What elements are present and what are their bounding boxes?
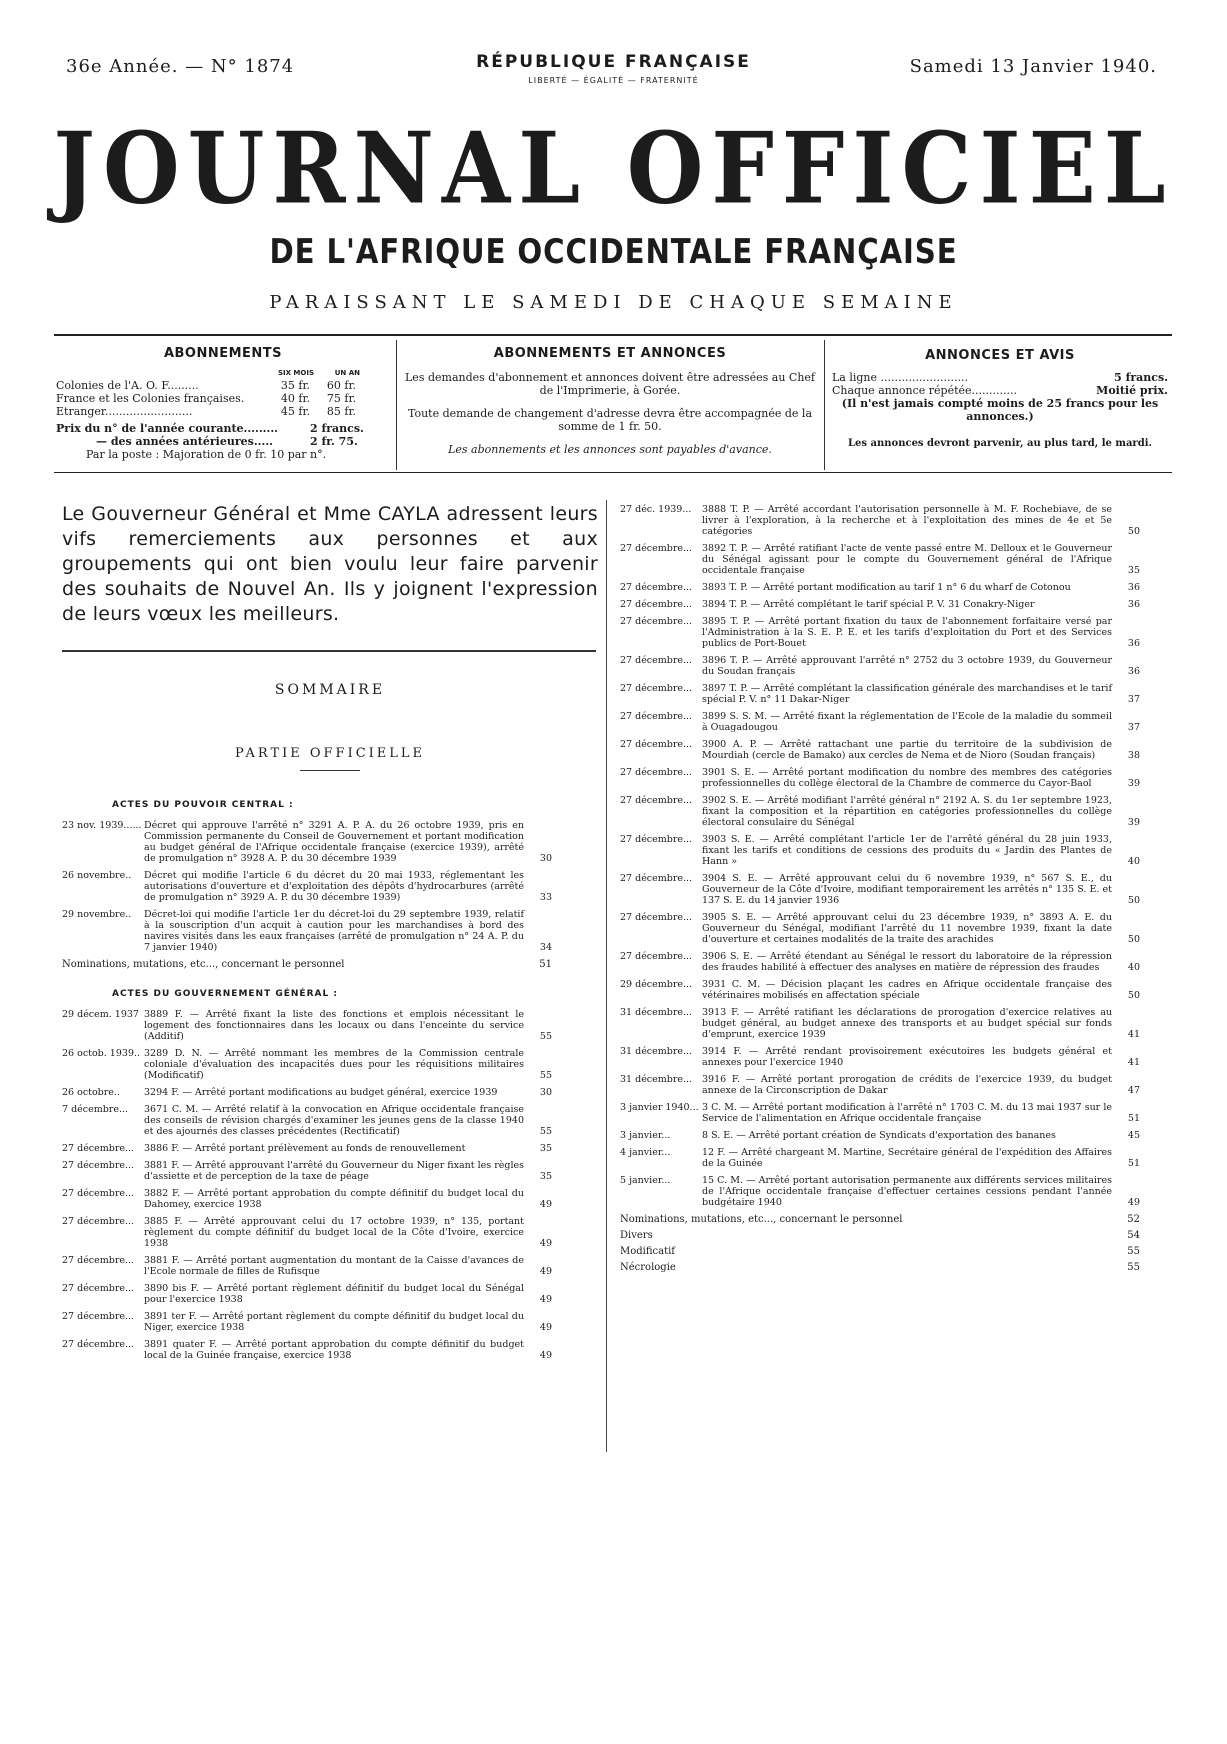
subscriptions-panel — [56, 346, 390, 461]
toc-entry-date: 27 décembre... — [62, 1339, 135, 1350]
toc-entry-text: 3903 S. E. — Arrêté complétant l'article 1er de l'arrêté général du 28 juin 1933, fixant les tarifs et conditions de cessions des produits du « Jardin des Plantes de Hann » — [702, 834, 1112, 867]
toc-entry — [620, 739, 1140, 761]
sommaire-heading: SOMMAIRE — [274, 682, 386, 698]
toc-entry-page: 36 — [1127, 638, 1140, 649]
subscription-region: Colonies de l'A. O. F......... — [56, 379, 199, 392]
toc-entry-text: 3914 F. — Arrêté rendant provisoirement exécutoires les budgets général et annexes pour l'exercice 1940 — [702, 1046, 1112, 1068]
price-current-value: 2 francs. — [310, 422, 364, 435]
price-previous-label: — des années antérieures..... — [96, 435, 273, 448]
toc-entry-text: 3881 F. — Arrêté approuvant l'arrêté du Gouverneur du Niger fixant les règles d'assiette et de perception de la taxe de péage — [144, 1160, 524, 1182]
ad-deadline: Les annonces devront parvenir, au plus tard, le mardi. — [848, 438, 1152, 449]
toc-entry-page: 49 — [539, 1350, 552, 1361]
toc-entry — [620, 543, 1140, 576]
toc-entry-date: 3 janvier... — [620, 1130, 671, 1141]
toc-entry-date: 27 décembre... — [62, 1188, 135, 1199]
subscription-six-months: 40 fr. — [280, 392, 310, 405]
col-one-year: UN AN — [334, 369, 360, 377]
toc-simple-entry — [620, 1230, 1140, 1242]
toc-entry-date: 31 décembre... — [620, 1074, 693, 1085]
toc-entry-date: 31 décembre... — [620, 1046, 693, 1057]
toc-entry — [620, 912, 1140, 945]
toc-entry-text: 3896 T. P. — Arrêté approuvant l'arrêté n° 2752 du 3 octobre 1939, du Gouverneur du Soudan français — [702, 655, 1112, 677]
republic-heading: RÉPUBLIQUE FRANÇAISE — [476, 52, 751, 72]
toc-entry-page: 35 — [539, 1171, 552, 1182]
issue-number: 36e Année. — N° 1874 — [66, 56, 295, 77]
toc-entry — [62, 1143, 552, 1154]
toc-entry — [62, 1104, 552, 1137]
toc-entry-date: 27 décembre... — [62, 1216, 135, 1227]
toc-entry-text: 3901 S. E. — Arrêté portant modification du nombre des membres des catégories professionnelles du collège électoral de la Chambre de commerce du Cayor-Baol — [702, 767, 1112, 789]
toc-entry-page: 33 — [539, 892, 552, 903]
ads-panel — [832, 348, 1168, 450]
box-bottom-rule — [54, 472, 1172, 473]
pouvoir-nominations-page: 51 — [539, 959, 552, 970]
toc-entry-page: 49 — [539, 1199, 552, 1210]
subscription-row — [56, 392, 390, 405]
toc-entry-date: 26 novembre.. — [62, 870, 132, 881]
toc-simple-entry — [620, 1214, 1140, 1226]
toc-entry — [620, 1130, 1140, 1141]
toc-entry-date: 4 janvier... — [620, 1147, 671, 1158]
toc-entry-page: 49 — [539, 1266, 552, 1277]
toc-entry-date: 27 décembre... — [620, 711, 693, 722]
toc-simple-entry — [620, 1262, 1140, 1274]
toc-entry-date: 3 janvier 1940... — [620, 1102, 699, 1113]
toc-entry-date: 27 décembre... — [620, 655, 693, 666]
toc-entry — [620, 1147, 1140, 1169]
toc-entry — [62, 1009, 552, 1042]
toc-entry-date: 27 décembre... — [62, 1160, 135, 1171]
toc-entry-date: 27 décembre... — [62, 1311, 135, 1322]
toc-entry — [620, 767, 1140, 789]
toc-entry-page: 41 — [1127, 1029, 1140, 1040]
journal-title: JOURNAL OFFICIEL — [53, 109, 1174, 227]
toc-entry-date: 26 octob. 1939.. — [62, 1048, 141, 1059]
subscription-one-year: 60 fr. — [326, 379, 356, 392]
ad-line-label: La ligne ......................... — [832, 371, 968, 384]
new-year-notice: Le Gouverneur Général et Mme CAYLA adressent leurs vifs remerciements aux personnes et aux groupements qui ont bien voulu leur faire parvenir des souhaits de Nouvel An. Ils y joignent l'expression de leurs vœux les meilleurs. — [62, 503, 598, 625]
toc-simple-text: Modificatif — [620, 1246, 676, 1257]
toc-entry-page: 50 — [1127, 990, 1140, 1001]
toc-entry-page: 36 — [1127, 599, 1140, 610]
toc-simple-page: 55 — [1127, 1246, 1140, 1257]
subscriptions-heading: ABONNEMENTS — [163, 346, 283, 361]
toc-entry — [620, 582, 1140, 593]
toc-entry-text: Décret qui modifie l'article 6 du décret du 20 mai 1933, réglementant les autorisations d'ouverture et d'exploitation des dépôts d'hydrocarbures (arrêté de promulgation n° 3929 A. P. du 30 décembre 1939) — [144, 870, 524, 903]
toc-entry-text: 3895 T. P. — Arrêté portant fixation du taux de l'abonnement forfaitaire versé par l'Administration à la S. E. P. E. et les tarifs d'exploitation du Port et des Services publics de Port-Bouet — [702, 616, 1112, 649]
subscription-row — [56, 405, 390, 418]
toc-entry-text: 12 F. — Arrêté chargeant M. Martine, Secrétaire général de l'expédition des Affaires de la Guinée — [702, 1147, 1112, 1169]
toc-entry-page: 30 — [539, 853, 552, 864]
subscription-row — [56, 379, 390, 392]
toc-entry — [62, 1339, 552, 1361]
toc-entry-page: 50 — [1127, 934, 1140, 945]
toc-entry-text: 3671 C. M. — Arrêté relatif à la convocation en Afrique occidentale française des conseils de révision chargés d'examiner les jeunes gens de la classe 1940 et des ajournés des classes précédentes (Rectificatif) — [144, 1104, 524, 1137]
toc-entry-date: 27 décembre... — [620, 683, 693, 694]
toc-entry-text: 3885 F. — Arrêté approuvant celui du 17 octobre 1939, n° 135, portant règlement du compte définitif du budget local de la Côte d'Ivoire, exercice 1938 — [144, 1216, 524, 1249]
toc-entry-page: 47 — [1127, 1085, 1140, 1096]
toc-entry-page: 55 — [539, 1070, 552, 1081]
toc-entry-page: 51 — [1127, 1158, 1140, 1169]
toc-entry-text: 3889 F. — Arrêté fixant la liste des fonctions et emplois nécessitant le logement des fonctionnaires dans les locaux ou dans l'enceinte du service (Additif) — [144, 1009, 524, 1042]
toc-entry — [62, 1160, 552, 1182]
toc-entry-text: 3890 bis F. — Arrêté portant règlement définitif du budget local du Sénégal pour l'exercice 1938 — [144, 1283, 524, 1305]
toc-entry-date: 31 décembre... — [620, 1007, 693, 1018]
partie-rule — [300, 770, 360, 771]
subs-ads-p1: Les demandes d'abonnement et annonces doivent être adressées au Chef de l'Imprimerie, à Gorée. — [405, 371, 815, 397]
toc-entry-page: 51 — [1127, 1113, 1140, 1124]
partie-officielle-heading: PARTIE OFFICIELLE — [234, 746, 426, 761]
toc-entry-page: 50 — [1127, 526, 1140, 537]
toc-entry — [62, 1311, 552, 1333]
toc-entry-text: 3906 S. E. — Arrêté étendant au Sénégal le ressort du laboratoire de la répression des fraudes habilité à effectuer des analyses en matière de répression des fraudes — [702, 951, 1112, 973]
toc-entry — [620, 1074, 1140, 1096]
toc-entry-text: 3289 D. N. — Arrêté nommant les membres de la Commission centrale coloniale d'évaluation des incapacités dues pour les réquisitions militaires (Modificatif) — [144, 1048, 524, 1081]
toc-entry-page: 38 — [1127, 750, 1140, 761]
toc-entry — [62, 820, 552, 864]
toc-entry — [620, 1046, 1140, 1068]
toc-entry-text: 3904 S. E. — Arrêté approuvant celui du 6 novembre 1939, n° 567 S. E., du Gouverneur de la Côte d'Ivoire, modifiant temporairement les arrêtés n° 135 S. E. et 137 S. E. du 14 janvier 1936 — [702, 873, 1112, 906]
toc-entry-date: 5 janvier... — [620, 1175, 671, 1186]
toc-entry-date: 27 décembre... — [620, 616, 693, 627]
box-top-rule — [54, 334, 1172, 336]
toc-simple-text: Divers — [620, 1230, 653, 1241]
ads-heading: ANNONCES ET AVIS — [925, 348, 1075, 363]
toc-entry-page: 30 — [539, 1087, 552, 1098]
toc-entry-text: Décret qui approuve l'arrêté n° 3291 A. P. A. du 26 octobre 1939, pris en Commission permanente du Conseil de Gouvernement et portant modification au budget général de l'Afrique occidentale française (exercice 1939), arrêté de promulgation n° 3928 A. P. du 30 décembre 1939 — [144, 820, 524, 864]
subs-ads-panel — [404, 346, 816, 456]
subscription-six-months: 35 fr. — [280, 379, 310, 392]
toc-entry — [620, 504, 1140, 537]
toc-entry-page: 49 — [539, 1322, 552, 1333]
issue-date: Samedi 13 Janvier 1940. — [909, 56, 1157, 77]
toc-entry-date: 29 décem. 1937 — [62, 1009, 139, 1020]
postal-note: Par la poste : Majoration de 0 fr. 10 par n°. — [86, 448, 327, 461]
toc-entry-date: 29 novembre.. — [62, 909, 132, 920]
toc-entry-text: 3891 ter F. — Arrêté portant règlement du compte définitif du budget local du Niger, exercice 1938 — [144, 1311, 524, 1333]
toc-entry-date: 27 décembre... — [620, 767, 693, 778]
journal-subtitle: DE L'AFRIQUE OCCIDENTALE FRANÇAISE — [269, 232, 958, 272]
toc-simple-text: Nominations, mutations, etc..., concernant le personnel — [620, 1214, 903, 1225]
toc-entry — [62, 1283, 552, 1305]
toc-entry-date: 29 décembre... — [620, 979, 693, 990]
toc-entry-page: 49 — [1127, 1197, 1140, 1208]
toc-entry — [62, 1188, 552, 1210]
ad-repeat-value: Moitié prix. — [1096, 384, 1168, 397]
toc-entry-date: 27 décembre... — [62, 1283, 135, 1294]
notice-rule — [62, 650, 596, 652]
ad-line-value: 5 francs. — [1114, 371, 1168, 384]
subscription-one-year: 75 fr. — [326, 392, 356, 405]
toc-entry-date: 27 décembre... — [620, 582, 693, 593]
toc-entry-text: 3899 S. S. M. — Arrêté fixant la réglementation de l'Ecole de la maladie du sommeil à Ouagadougou — [702, 711, 1112, 733]
toc-entry-text: 3916 F. — Arrêté portant prorogation de crédits de l'exercice 1939, du budget annexe de la Circonscription de Dakar — [702, 1074, 1112, 1096]
toc-entry — [620, 616, 1140, 649]
actes-pouvoir-heading: ACTES DU POUVOIR CENTRAL : — [112, 800, 294, 810]
toc-entry-text: 3888 T. P. — Arrêté accordant l'autorisation personnelle à M. F. Rochebiave, de se livrer à l'exploration, à la recherche et à l'exploitation des mines de 4e et 5e catégories — [702, 504, 1112, 537]
toc-entry-text: 3881 F. — Arrêté portant augmentation du montant de la Caisse d'avances de l'Ecole normale de filles de Rufisque — [144, 1255, 524, 1277]
toc-entry-date: 27 décembre... — [620, 834, 693, 845]
toc-entry — [62, 1255, 552, 1277]
subscription-region: France et les Colonies françaises. — [56, 392, 245, 405]
price-current-label: Prix du n° de l'année courante......... — [56, 422, 278, 435]
subs-ads-p3: Les abonnements et les annonces sont payables d'avance. — [448, 443, 772, 456]
toc-entry-text: 3 C. M. — Arrêté portant modification à l'arrêté n° 1703 C. M. du 13 mai 1937 sur le Service de l'alimentation en Afrique occidentale française — [702, 1102, 1112, 1124]
toc-entry — [62, 1216, 552, 1249]
toc-entry-page: 40 — [1127, 856, 1140, 867]
toc-entry-text: 3931 C. M. — Décision plaçant les cadres en Afrique occidentale française des vétérinaires mobilisés en affectation spéciale — [702, 979, 1112, 1001]
box-divider-2 — [824, 340, 825, 470]
toc-entry-text: 3294 F. — Arrêté portant modifications au budget général, exercice 1939 — [144, 1087, 498, 1098]
toc-entry — [620, 683, 1140, 705]
subscription-region: Etranger......................... — [56, 405, 193, 418]
toc-entry — [620, 795, 1140, 828]
toc-simple-page: 55 — [1127, 1262, 1140, 1273]
toc-right-column — [620, 504, 1140, 1278]
toc-entry-page: 49 — [539, 1238, 552, 1249]
price-previous-value: 2 fr. 75. — [310, 435, 358, 448]
subscription-one-year: 85 fr. — [326, 405, 356, 418]
ad-min-note: (Il n'est jamais compté moins de 25 francs pour les annonces.) — [841, 397, 1159, 423]
motto: LIBERTÉ — ÉGALITÉ — FRATERNITÉ — [528, 76, 699, 85]
toc-simple-text: Nécrologie — [620, 1262, 676, 1273]
toc-entry-page: 55 — [539, 1031, 552, 1042]
toc-entry-page: 39 — [1127, 778, 1140, 789]
toc-entry-date: 27 décembre... — [620, 912, 693, 923]
toc-entry — [620, 655, 1140, 677]
subscription-six-months: 45 fr. — [280, 405, 310, 418]
toc-entry — [620, 711, 1140, 733]
toc-entry-date: 7 décembre... — [62, 1104, 129, 1115]
toc-entry-date: 26 octobre.. — [62, 1087, 120, 1098]
toc-entry-date: 27 décembre... — [620, 739, 693, 750]
periodicity: PARAISSANT LE SAMEDI DE CHAQUE SEMAINE — [269, 292, 958, 313]
toc-entry-text: 3902 S. E. — Arrêté modifiant l'arrêté général n° 2192 A. S. du 1er septembre 1923, fixant la composition et la répartition en catégories professionnelles du collège électoral consulaire du Sénégal — [702, 795, 1112, 828]
toc-entry-text: 3900 A. P. — Arrêté rattachant une partie du territoire de la subdivision de Mourdiah (cercle de Bamako) aux cercles de Nema et de Nioro (Soudan français) — [702, 739, 1112, 761]
toc-entry-text: 3882 F. — Arrêté portant approbation du compte définitif du budget local du Dahomey, exercice 1938 — [144, 1188, 524, 1210]
subs-ads-p2: Toute demande de changement d'adresse devra être accompagnée de la somme de 1 fr. 50. — [407, 407, 813, 433]
toc-entry-page: 50 — [1127, 895, 1140, 906]
toc-entry-text: 3893 T. P. — Arrêté portant modification au tarif 1 n° 6 du wharf de Cotonou — [702, 582, 1071, 593]
toc-entry — [620, 834, 1140, 867]
toc-entry-page: 39 — [1127, 817, 1140, 828]
toc-entry-date: 27 décembre... — [620, 543, 693, 554]
toc-entry-page: 37 — [1127, 722, 1140, 733]
toc-left-column — [62, 800, 552, 1367]
toc-entry — [62, 1048, 552, 1081]
toc-simple-page: 54 — [1127, 1230, 1140, 1241]
toc-entry-text: 3897 T. P. — Arrêté complétant la classification générale des marchandises et le tarif spécial P. V. n° 11 Dakar-Niger — [702, 683, 1112, 705]
toc-entry-page: 36 — [1127, 582, 1140, 593]
toc-entry-text: Décret-loi qui modifie l'article 1er du décret-loi du 29 septembre 1939, relatif à la souscription d'un acquit à caution pour les marchandises à bord des navires visités dans les eaux françaises (arrêté de promulgation n° 24 A. P. du 7 janvier 1940) — [144, 909, 524, 953]
toc-entry — [620, 979, 1140, 1001]
toc-entry-text: 3894 T. P. — Arrêté complétant le tarif spécial P. V. 31 Conakry-Niger — [702, 599, 1035, 610]
ad-repeat-label: Chaque annonce répétée............. — [832, 384, 1018, 397]
toc-entry-page: 37 — [1127, 694, 1140, 705]
col-six-months: SIX MOIS — [277, 369, 314, 377]
toc-entry-date: 27 décembre... — [620, 951, 693, 962]
toc-entry-page: 40 — [1127, 962, 1140, 973]
toc-simple-page: 52 — [1127, 1214, 1140, 1225]
toc-entry-text: 3905 S. E. — Arrêté approuvant celui du 23 décembre 1939, n° 3893 A. E. du Gouverneur du Sénégal, modifiant l'arrêté du 11 novembre 1939, fixant la date d'ouverture et certaines modalités de la traite des arachides — [702, 912, 1112, 945]
toc-entry-date: 27 décembre... — [620, 795, 693, 806]
toc-simple-entry — [620, 1246, 1140, 1258]
toc-entry-page: 35 — [1127, 565, 1140, 576]
toc-entry-page: 45 — [1127, 1130, 1140, 1141]
toc-entry — [62, 870, 552, 903]
toc-entry-page: 36 — [1127, 666, 1140, 677]
toc-entry — [62, 1087, 552, 1098]
toc-entry-text: 15 C. M. — Arrêté portant autorisation permanente aux différents services militaires de l'Afrique occidentale française d'effectuer certaines cessions pendant l'année budgétaire 1940 — [702, 1175, 1112, 1208]
toc-entry-date: 27 décembre... — [620, 599, 693, 610]
toc-entry-date: 23 nov. 1939...... — [62, 820, 142, 831]
pouvoir-nominations: Nominations, mutations, etc..., concernant le personnel — [62, 959, 345, 970]
toc-entry-page: 49 — [539, 1294, 552, 1305]
toc-entry — [62, 909, 552, 953]
column-divider — [606, 500, 607, 1452]
toc-entry — [620, 951, 1140, 973]
toc-entry-page: 55 — [539, 1126, 552, 1137]
subs-ads-heading: ABONNEMENTS ET ANNONCES — [493, 346, 727, 361]
toc-entry-text: 8 S. E. — Arrêté portant création de Syndicats d'exportation des bananes — [702, 1130, 1056, 1141]
toc-entry-text: 3891 quater F. — Arrêté portant approbation du compte définitif du budget local de la Guinée française, exercice 1938 — [144, 1339, 524, 1361]
toc-entry-text: 3892 T. P. — Arrêté ratifiant l'acte de vente passé entre M. Delloux et le Gouverneur du Sénégal agissant pour le compte du Gouvernement général de l'Afrique occidentale française — [702, 543, 1112, 576]
toc-entry — [620, 1175, 1140, 1208]
toc-entry-page: 35 — [539, 1143, 552, 1154]
toc-entry-page: 41 — [1127, 1057, 1140, 1068]
actes-gouvernement-heading: ACTES DU GOUVERNEMENT GÉNÉRAL : — [112, 989, 338, 999]
toc-entry-page: 34 — [539, 942, 552, 953]
box-divider-1 — [396, 340, 397, 470]
toc-entry-date: 27 décembre... — [620, 873, 693, 884]
toc-entry-text: 3886 F. — Arrêté portant prélèvement au fonds de renouvellement — [144, 1143, 466, 1154]
toc-entry-date: 27 décembre... — [62, 1143, 135, 1154]
toc-entry — [620, 873, 1140, 906]
toc-entry-text: 3913 F. — Arrêté ratifiant les déclarations de prorogation d'exercice relatives au budget général, au budget annexe des transports et au budget spécial sur fonds d'emprunt, exercice 1939 — [702, 1007, 1112, 1040]
toc-entry — [620, 599, 1140, 610]
toc-entry-date: 27 décembre... — [62, 1255, 135, 1266]
toc-entry-date: 27 déc. 1939... — [620, 504, 692, 515]
toc-entry — [620, 1102, 1140, 1124]
toc-entry — [620, 1007, 1140, 1040]
